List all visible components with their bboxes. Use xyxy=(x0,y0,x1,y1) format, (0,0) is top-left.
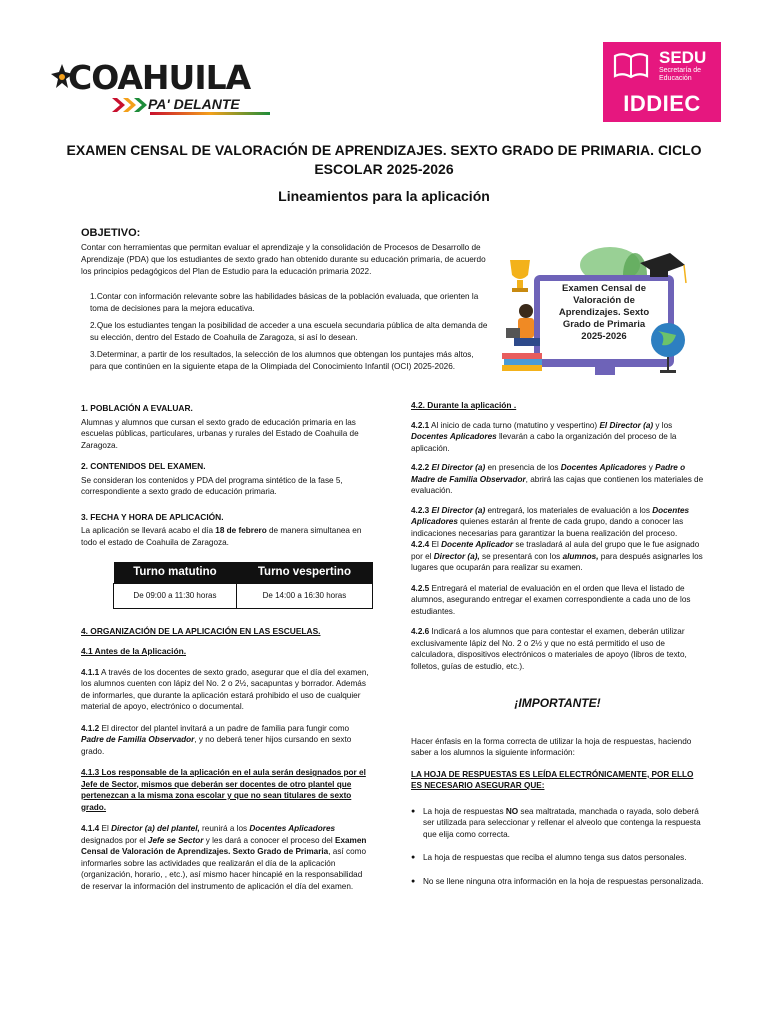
objective-text: Contar con herramientas que permitan evaluar el aprendizaje y la consolidación de Procesos de Desarrollo de Aprendizaje (PDA) que los estudiantes de sexto grado han obtenido durante su educación primaria, de acuerdo los principios pedagógicos del Plan de Estudio para la educación primaria 2022. xyxy=(81,243,486,276)
important-heading: ¡IMPORTANTE! xyxy=(514,696,601,710)
objective-heading: OBJETIVO: xyxy=(81,227,141,239)
section-title: 2. CONTENIDOS DEL EXAMEN. xyxy=(81,461,206,471)
document-title: EXAMEN CENSAL DE VALORACIÓN DE APRENDIZAJES. SEXTO GRADO DE PRIMARIA. CICLO ESCOLAR 2025-2026 xyxy=(66,142,702,177)
paragraph: 4.2.5 Entregará el material de evaluación en el orden que lleva el listado de alumnos, asegurando entregar el examen correspondiente a cada uno de los estudiantes. xyxy=(411,583,691,616)
right-column xyxy=(411,400,704,896)
chevrons-icon xyxy=(112,98,148,112)
paragraph: 4.2.2 El Director (a) en presencia de los Docentes Aplicadores y Padre o Madre de Familia Observador, abrirá las cajas que contienen los materiales de evaluación. xyxy=(411,463,704,495)
illus-line: Grado de Primaria xyxy=(562,319,646,330)
logo-name: COAHUILA xyxy=(68,58,251,97)
section-title: 3. FECHA Y HORA DE APLICACIÓN. xyxy=(81,511,224,522)
trophy-icon xyxy=(510,260,530,292)
objective-item: 1.Contar con información relevante sobre las habilidades básicas de la población evaluada, que orienten la toma de decisiones para la mejora educativa. xyxy=(90,292,479,313)
illus-line: Valoración de xyxy=(573,295,635,306)
illus-line: Aprendizajes. Sexto xyxy=(558,307,650,318)
illus-line: 2025-2026 xyxy=(581,331,627,342)
section-text: Alumnas y alumnos que cursan el sexto grado de educación primaria en las escuelas públicas, particulares, urbanas y rurales del Estado de Coahuila de Zaragoza. xyxy=(81,417,359,450)
logo-stripe xyxy=(150,112,270,115)
exam-illustration xyxy=(500,235,690,380)
schedule-table xyxy=(113,562,373,609)
paragraph: 4.1.2 El director del plantel invitará a un padre de familia para fungir como Padre de Familia Observador, y no deberá tener hijos cursando en sexto grado. xyxy=(81,723,352,756)
requirements-list xyxy=(411,806,704,888)
sedu-subtitle: Secretaría de Educación xyxy=(659,67,702,82)
book-icon xyxy=(611,52,651,80)
paragraph: 4.2.6 Indicará a los alumnos que para contestar el examen, deberán utilizar exclusivamente lápiz del No. 2 o 2½ y que no está permitido el uso de calculadora, dispositivos electrónicos o materiales de apoyo (libros de texto, folletos, guías de estudio, etc.). xyxy=(411,627,687,671)
objective-item: 3.Determinar, a partir de los resultados, la selección de los alumnos que obtengan los puntajes más altos, para que continúen en la siguiente etapa de la Olimpiada del Conocimiento Infantil (OCI) 2025-2026. xyxy=(90,350,474,371)
subsection-title: 4.1 Antes de la Aplicación. xyxy=(81,646,187,656)
important-title: LA HOJA DE RESPUESTAS ES LEÍDA ELECTRÓNICAMENTE, POR ELLO ES NECESARIO ASEGURAR QUE: xyxy=(411,769,694,790)
illus-line: Examen Censal de xyxy=(562,283,646,294)
objective-item: 2.Que los estudiantes tengan la posibilidad de acceder a una escuela secundaria pública de alta demanda de su elección, dentro del Estado de Coahuila de Zaragoza, si así lo desean. xyxy=(90,321,488,342)
paragraph: Hacer énfasis en la forma correcta de utilizar la hoja de respuestas, haciendo saber a los alumnos la siguiente información: xyxy=(411,736,692,757)
paragraph: 4.1.1 A través de los docentes de sexto grado, asegurar que el día del examen, los alumnos cuenten con lápiz del No. 2 o 2½, sacapuntas y borrador. Además de informarles, que durante la aplicación estará prohibido el uso de cualquier material de apoyo, electrónico o documental. xyxy=(81,667,369,711)
paragraph: 4.1.4 El Director (a) del plantel, reunirá a los Docentes Aplicadores designados por el Jefe se Sector y les dará a conocer el proceso del Examen Censal de Valoración de Aprendizajes. Sexto Grado de Primaria, así como informarles sobre las actividades que realizarán el día de la aplicación (organización, horario, , etc.), así mismo hacer hincapié en la responsabilidad de reservar la información del instrumento de aplicación el día del examen. xyxy=(81,824,367,891)
paragraph: 4.1.3 Los responsable de la aplicación en el aula serán designados por el Jefe de Sector, mismos que deberán ser docentes de otro plantel que pertenezcan a la misma zona escolar y que no sean titulares de sexto grado. xyxy=(81,768,366,812)
subsection-title: 4.2. Durante la aplicación . xyxy=(411,400,517,410)
left-column xyxy=(81,403,373,892)
list-item: ● No se llene ninguna otra información en la hoja de respuestas personalizada. xyxy=(411,876,704,888)
section-title: 4. ORGANIZACIÓN DE LA APLICACIÓN EN LAS ESCUELAS. xyxy=(81,625,321,636)
list-item: ● La hoja de respuestas que reciba el alumno tenga sus datos personales. xyxy=(411,852,704,864)
table-header: Turno vespertino xyxy=(236,562,372,583)
iddiec-label: IDDIEC xyxy=(623,91,701,116)
section-text: Se consideran los contenidos y PDA del programa sintético de la fase 5, correspondiente a sexto grado de educación primaria. xyxy=(81,475,343,496)
document-subtitle: Lineamientos para la aplicación xyxy=(278,188,490,204)
logo-slogan: PA' DELANTE xyxy=(148,96,240,112)
table-cell: De 14:00 a 16:30 horas xyxy=(236,583,372,608)
coahuila-logo xyxy=(50,54,275,116)
table-cell: De 09:00 a 11:30 horas xyxy=(114,583,237,608)
section-title: 1. POBLACIÓN A EVALUAR. xyxy=(81,403,193,413)
table-header: Turno matutino xyxy=(114,562,237,583)
objective-list xyxy=(90,291,492,378)
sedu-title: SEDU xyxy=(659,48,707,67)
sedu-iddiec-logo xyxy=(603,42,721,122)
paragraph: 4.2.1 Al inicio de cada turno (matutino y vespertino) El Director (a) y los Docentes Aplicadores llevarán a cabo la organización del proceso de la aplicación. xyxy=(411,420,677,453)
paragraph: 4.2.4 El Docente Aplicador se trasladará al aula del grupo que le fue asignado por el Director (a), se presentará con los alumnos, para después asignarles los lugares que ocuparán para realizar su examen. xyxy=(411,540,703,572)
exam-date: 18 de febrero xyxy=(215,526,267,535)
list-item: ● La hoja de respuestas NO sea maltratada, manchada o rayada, solo deberá ser utilizada para seleccionar y rellenar el alveolo que contenga la respuesta que elija como correcta. xyxy=(411,806,704,841)
paragraph: 4.2.3 El Director (a) entregará, los materiales de evaluación a los Docentes Aplicadores quienes estarán al frente de cada grupo, dando a conocer las indicaciones necesarias para garantizar la buena realización del proceso. xyxy=(411,505,690,538)
section-text: La aplicación se llevará acabo el día 18 de febrero de manera simultanea en todo el estado de Coahuila de Zaragoza. xyxy=(81,526,362,547)
